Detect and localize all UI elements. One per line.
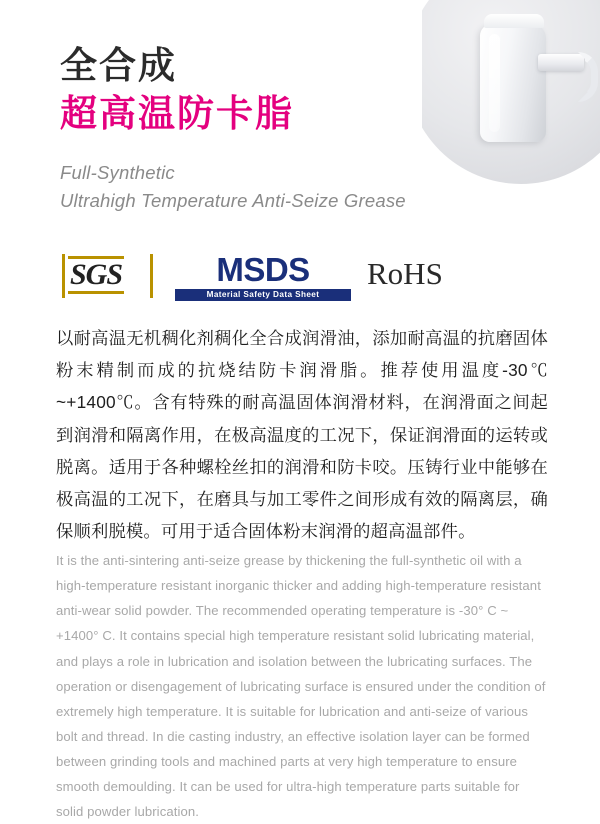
page-subtitle-en (60, 159, 480, 215)
description-english: It is the anti-sintering anti-seize grease by thickening the full-synthetic oil with a high-temperature resistant inorganic thicker and adding high-temperature resistant anti-wear solid powder. The recommended operating temperature is -30° C ~ +1400° C. It contains special high temperature resistant solid lubricating material, and plays a role in lubrication and isolation between the lubricating surfaces. The operation or disengagement of lubricating surface is ensured under the condition of extremely high temperature. It is suitable for lubrication and anti-seize of various bolt and thread. In die casting industry, an effective isolation layer can be formed between grinding tools and machined parts at very high temperature to ensure smooth demoulding. It can be used for ultra-high temperature parts suitable for solid powder lubrication. (56, 553, 546, 820)
msds-logo (175, 253, 351, 301)
cartridge-highlight (489, 34, 500, 132)
description-chinese: 以耐高温无机稠化剂稠化全合成润滑油，添加耐高温的抗磨固体粉末精制而成的抗烧结防卡润滑脂。推荐使用温度-30℃ ~+1400℃。含有特殊的耐高温固体润滑材料，在润滑面之间起到润滑和隔离作用，在极高温度的工况下，保证润滑面的运转或脱离。适用于各种螺栓丝扣的润滑和防卡咬。压铸行业中能够在极高温的工况下，在磨具与加工零件之间形成有效的隔离层，确保顺利脱模。可用于适合固体粉末润滑的超高温部件。 (56, 328, 548, 542)
sgs-logo: SGS (68, 256, 124, 294)
heading-block (60, 44, 480, 215)
page-title-cn-secondary: 超高温防卡脂 (60, 92, 294, 134)
cartridge-cap-icon (484, 14, 544, 28)
sgs-logo-bar-right (150, 254, 153, 298)
page-subtitle-en-line2: Ultrahigh Temperature Anti-Seize Grease (60, 190, 406, 212)
msds-logo-sublabel: Material Safety Data Sheet (175, 289, 351, 301)
page-title-cn-primary: 全合成 (60, 45, 177, 86)
rohs-logo: RoHS (367, 256, 443, 291)
page-subtitle-en-line1: Full-Synthetic (60, 162, 175, 184)
sgs-logo-bar-left (62, 254, 65, 298)
msds-logo-label: MSDS (216, 251, 310, 288)
certification-logos (62, 252, 532, 304)
